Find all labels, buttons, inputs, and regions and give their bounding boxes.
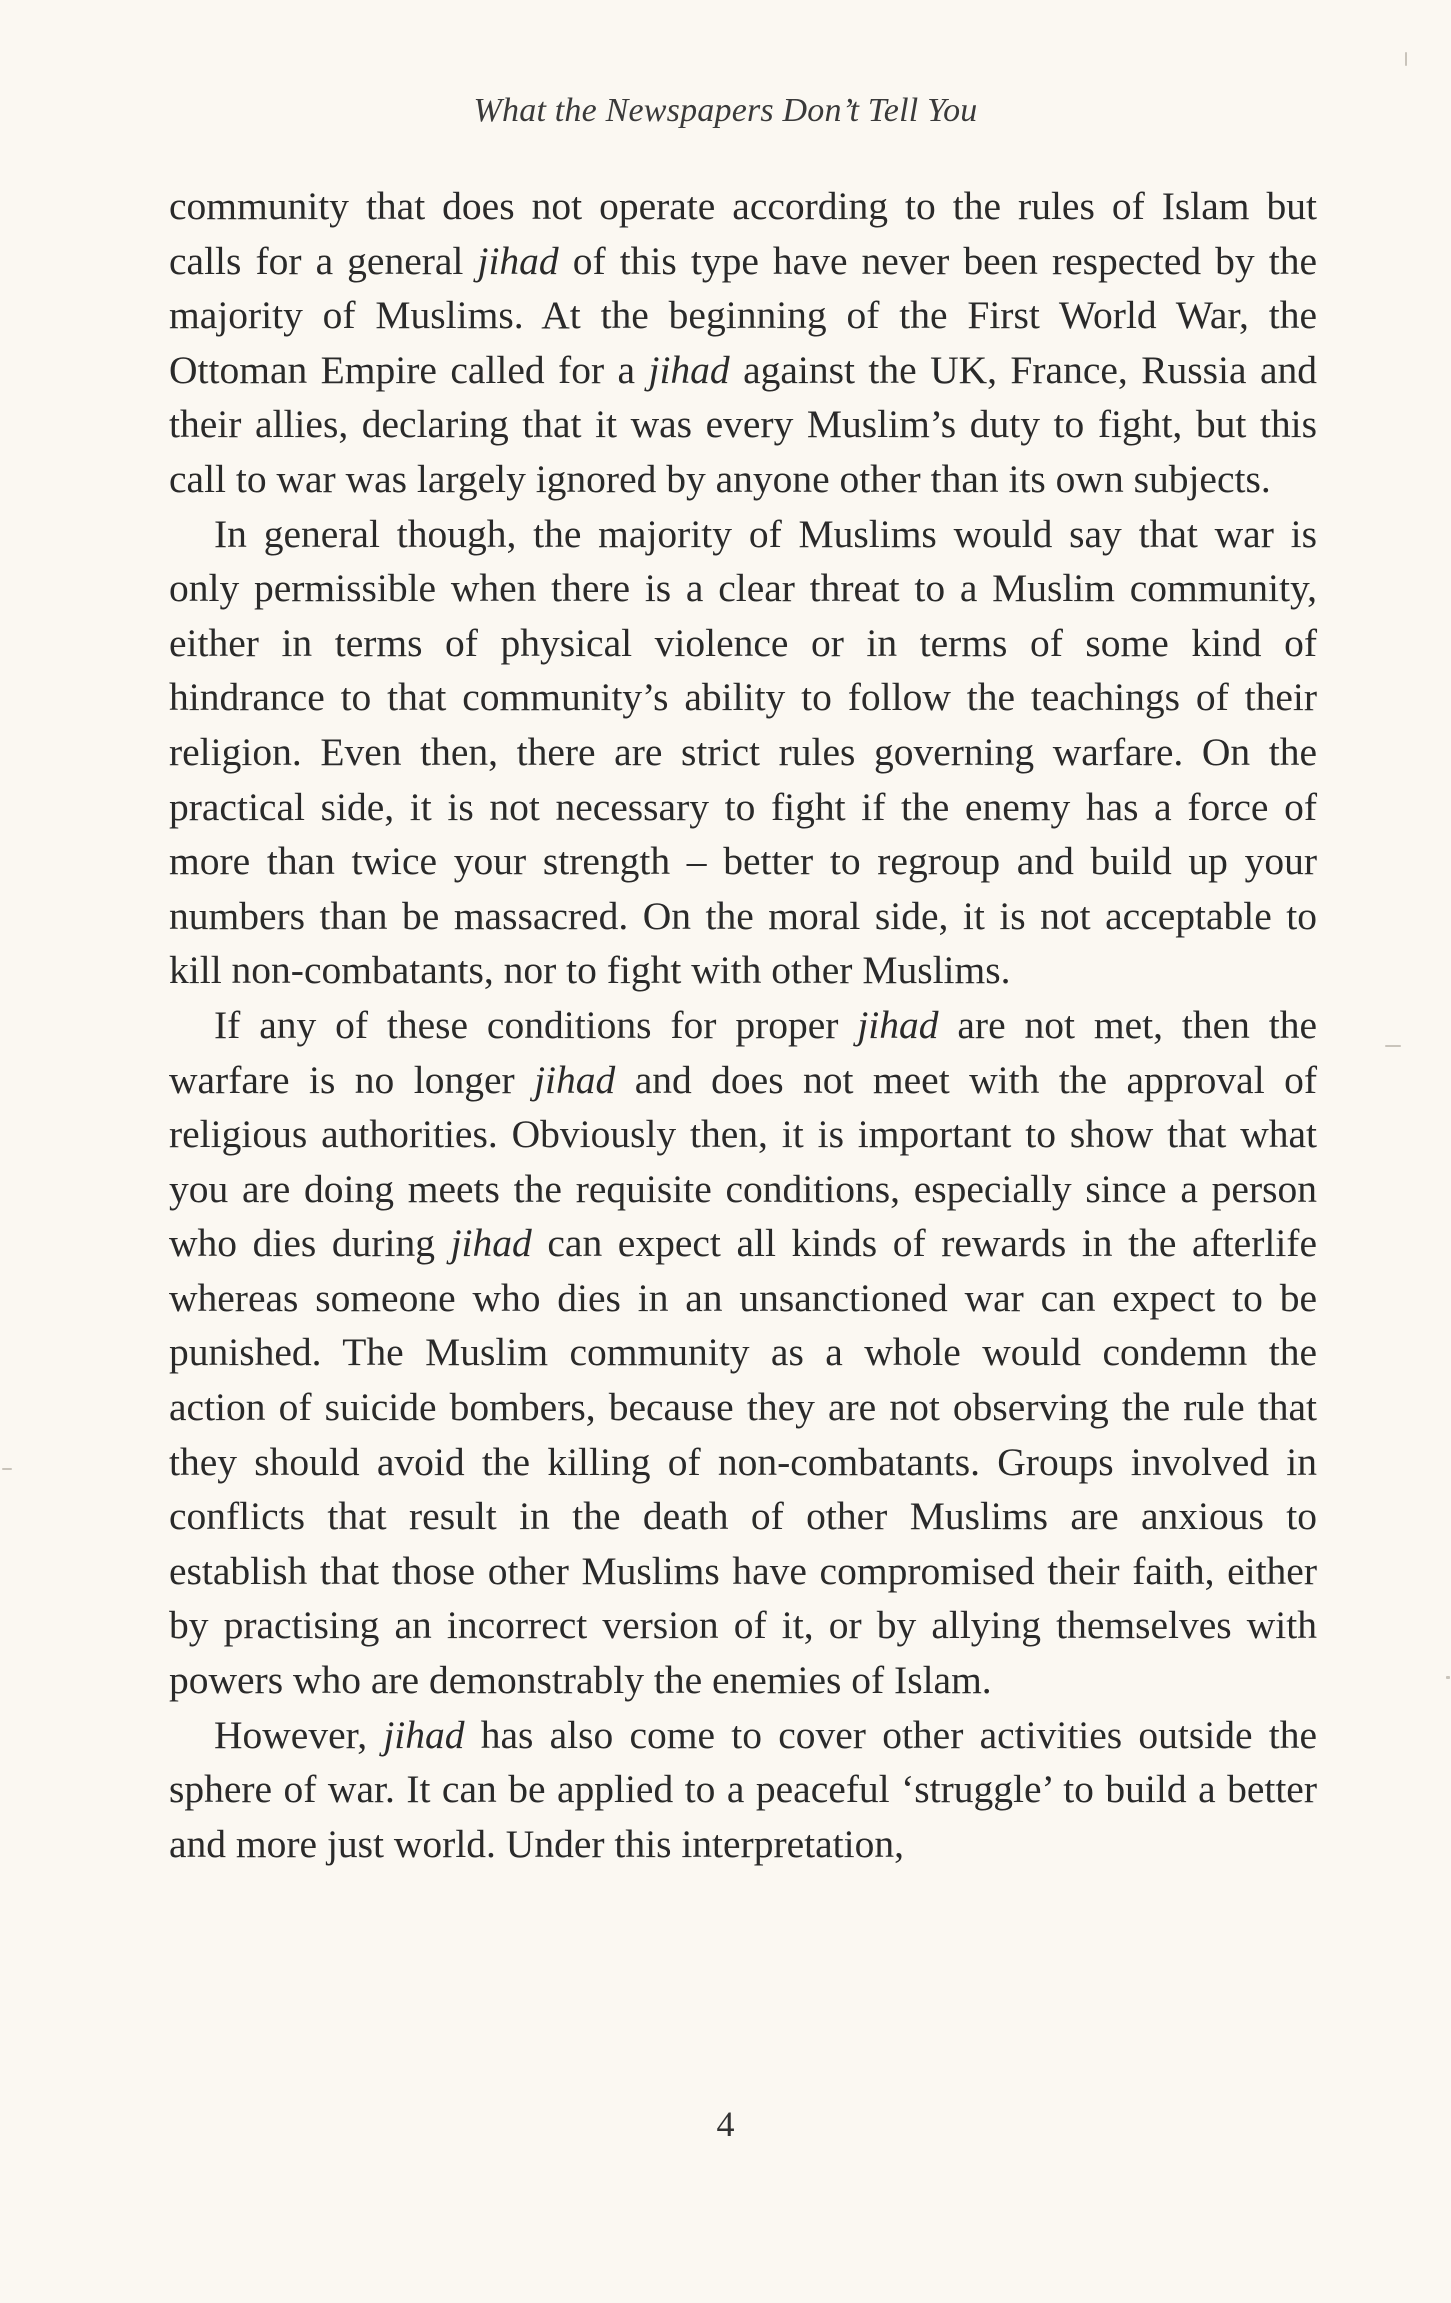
text-run: If any of these conditions for proper xyxy=(214,1002,858,1047)
text-run: and does not meet with the approval of religious authorities. Obviously then, it is important to show that what you are doing meets the requisite conditions, especially since a person who dies during xyxy=(169,1057,1317,1266)
italic-run: jihad xyxy=(477,238,559,283)
italic-run: jihad xyxy=(857,1002,939,1047)
italic-run: jihad xyxy=(534,1057,616,1102)
scan-speck xyxy=(1446,1676,1450,1679)
italic-run: jihad xyxy=(383,1712,465,1757)
body-text xyxy=(169,179,1317,1871)
text-run: has also come to cover other activities outside the sphere of war. It can be applied to a peaceful ‘struggle’ to build a better and more just world. Under this interpretation, xyxy=(169,1712,1318,1866)
text-run: However, xyxy=(214,1712,384,1757)
paragraph-4 xyxy=(169,1708,1317,1872)
text-run: In general though, the majority of Muslims would say that war is only permissible when there is a clear threat to a Muslim community, either in terms of physical violence or in terms of some kind of hindrance to that community’s ability to follow the teachings of their religion. Even then, there are strict rules governing warfare. On the practical side, it is not necessary to fight if the enemy has a force of more than twice your strength – better to regroup and build up your numbers than be massacred. On the moral side, it is not acceptable to kill non-combatants, nor to fight with other Muslims. xyxy=(169,511,1317,993)
paragraph-2 xyxy=(169,507,1317,998)
page-number: 4 xyxy=(716,2104,735,2144)
scan-speck xyxy=(2,1468,12,1470)
scan-speck xyxy=(1385,1045,1401,1047)
running-head: What the Newspapers Don’t Tell You xyxy=(473,92,978,129)
text-run: can expect all kinds of rewards in the afterlife whereas someone who dies in an unsanctioned war can expect to be punished. The Muslim community as a whole would condemn the action of suicide bombers, because they are not observing the rule that they should avoid the killing of non-combatants. Groups involved in conflicts that result in the death of other Muslims are anxious to establish that those other Muslims have compromised their faith, either by practising an incorrect version of it, or by allying themselves with powers who are demonstrably the enemies of Islam. xyxy=(169,1221,1317,1703)
text-run: of this type have never been respected by the majority of Muslims. At the beginning of the First World War, the Ottoman Empire called for a xyxy=(169,238,1317,392)
paragraph-1 xyxy=(169,179,1317,507)
paragraph-3 xyxy=(169,998,1317,1708)
italic-run: jihad xyxy=(648,347,730,392)
text-run: community that does not operate according to the rules of Islam but calls for a general xyxy=(169,184,1317,283)
scan-speck xyxy=(1405,52,1407,66)
italic-run: jihad xyxy=(450,1221,532,1266)
text-run: against the UK, France, Russia and their allies, declaring that it was every Muslim’s duty to fight, but this call to war was largely ignored by anyone other than its own subjects. xyxy=(169,347,1317,501)
text-run: are not met, then the warfare is no longer xyxy=(169,1002,1317,1102)
